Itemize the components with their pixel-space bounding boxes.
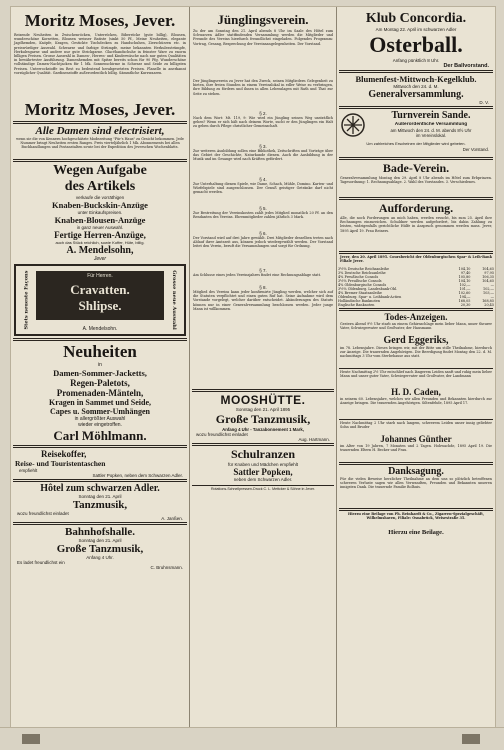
turner-emblem-icon (340, 112, 366, 138)
wegen-line-4: Knaben-Blousen-Anzüge (54, 215, 146, 225)
death-notice-1-body: im 78. Lebensjahre. Dieses bringen wir, mit der Bitte um stille Theilnahme, hierdurch zur Anzeige. Die trauernden Angehörigen. Die Beerdigung findet Montag den 22. d. M. nachmittags 3 Uhr vom Sterbehause aus statt. (340, 346, 492, 359)
death-notice-3-intro: Heute Nachmittag 2 Uhr starb nach langem, schwerem Leiden unser innig geliebter Sohn und Bruder (340, 421, 492, 430)
wegen-title-1: Wegen Aufgabe (53, 163, 147, 178)
mooshuette-sign: Aug. Hartmann. (298, 437, 330, 442)
scan-margin-strip (0, 727, 504, 750)
todesanzeigen-title: Todes-Anzeigen. (384, 312, 448, 322)
coursbericht-table (337, 267, 495, 307)
statute-para-7: Am Schlusse eines jeden Vereinsjahres findet eine Rechnungsablage statt. (193, 273, 322, 277)
statute-section-8: § 8. (259, 285, 267, 290)
reise-line-2: Reise- und Touristentaschen (15, 459, 106, 468)
coursbericht-rate: 97,40 (460, 271, 471, 275)
coursbericht-security: Holländische Banknoten (338, 299, 381, 303)
turnverein-line-5: Um zahlreiches Erscheinen der Mitglieder wird gebeten. (366, 141, 466, 146)
osterball-board: Der Ballvorstand. (443, 63, 489, 69)
coursbericht-rate: 104,10 (458, 279, 471, 283)
beilage-note-2: Hierzu eine Beilage. (388, 529, 444, 536)
generalversammlung-sign: D. V. (479, 100, 489, 105)
cravatten-firm: A. Mendelsohn. (82, 326, 118, 332)
cravatten-side-right: Grosse neue Auswahl (171, 270, 178, 330)
coursbericht-rate: 97,95 (484, 271, 494, 275)
death-notice-2-body: in seinem 60. Lebensjahre, welches wir allen Freunden und Bekannten hierdurch zur Anzeige bringen. Die trauernden Angehörigen. Siltenfehde, 1895 April 17. (340, 397, 492, 406)
statute-section-2: § 2. (259, 111, 267, 116)
coursbericht-rate: 20,45 (484, 303, 494, 307)
bahnhof-sign: C. Bruhnsmann. (150, 565, 183, 570)
blumenfest-sub: Mittwoch den 24. d. M. (393, 84, 439, 89)
mooshuette-title: MOOSHÜTTE. (220, 393, 306, 407)
coursbericht-row (337, 303, 495, 307)
neuheiten-line-4: Promenaden-Mänteln, (56, 388, 144, 398)
klub-concordia-title: Klub Concordia. (365, 11, 467, 26)
statute-section-7: § 7. (259, 268, 267, 273)
coursbericht-rate: 104,65 (482, 267, 494, 271)
coursbericht-security: 4% Oldenburgische Consols (338, 283, 387, 287)
reise-firm: Sattler Popken, neben dem Schwarzen Adler. (92, 473, 183, 478)
neuheiten-line-3: Regen-Paletots, (70, 378, 130, 388)
hotel-note: wozu freundlichst einladet (17, 511, 69, 516)
coursbericht-rate: 102,— (483, 287, 494, 291)
danksagung-title: Danksagung. (388, 466, 444, 477)
schulranzen-sub: für Knaben und Mädchen empfiehlt (227, 462, 299, 467)
coursbericht-security: Englische Banknoten (338, 303, 375, 307)
coursbericht-security: 3% Deutsche Reichsanleihe (338, 271, 386, 275)
mooshuette-date: Sonntag den 21. April 1895 (235, 407, 291, 412)
cravatten-side-left: Stets neueste Façons (23, 270, 29, 330)
coursbericht-heading: Jever, den 20. April 1895. Coursbericht der Oldenburgischen Spar- & Leih-Bank Filiale Jever. (340, 255, 492, 264)
bahnhof-date: Sonntag den 21. April (78, 538, 122, 543)
statute-section-4: § 4. (259, 177, 267, 182)
coursbericht-rate: 194,— (459, 295, 471, 299)
beilage-note: Hierzu eine Beilage von Ph. Reinhardt & Co., Zigarren-Spezialgeschäft, Wilhelmshaven, Filiale: Osnabrück, Weisestraße 35. (348, 512, 484, 521)
coursbericht-security: 3½% Preußische Consols (338, 279, 382, 283)
coursbericht-rate: 104,65 (482, 279, 494, 283)
osterball-title: Osterball. (369, 32, 463, 57)
damen-ad-body: wenn sie die von Kennern hochgeschätzte Modezeitung "Für's Haus" zu Gesicht bekommen. Jede Nummer bringt Neuheiten ersten Ranges. Preis vierteljährlich 1 Mk. Abonnements bei allen Buchhandlungen und Postanstalten sowie bei der Expedition des Jeverschen Wochenblatts. (16, 137, 184, 150)
statute-para-8: Mitglied des Vereins kann jeder konfirmirte Jüngling werden, welcher sich auf die Statuten verpflichtet und einen guten Ruf hat. Seine Aufnahme wird dem Vorstande vorgelegt, welcher darüber entscheidet. Abänderungen des Statuts können nur in einer Generalversammlung beschlossen werden. Jeder junge Mann ist willkommen. (193, 290, 333, 311)
neuheiten-line-5: Kragen in Sammet und Seide, (48, 398, 151, 407)
neuheiten-line-2: Damen-Sommer-Jacketts, (53, 368, 147, 378)
juenglingsverein-intro: Zu der am Sonntag den 21. April abends 8 Uhr im Saale des Hôtel zum Schwarzen Adler stattfindenden Versammlung werden die Mitglieder und Freunde des Vereins hierdurch freundlichst eingeladen. Folgendes Programm: Vortrag, Gesang, Besprechung der Vereinsangelegenheiten. Der Vorstand. (193, 29, 333, 46)
bahnhof-title: Bahnhofshalle. (65, 526, 135, 538)
wegen-line-6: Fertige Herren-Anzüge, (54, 230, 146, 240)
statute-section-3: § 3. (259, 144, 267, 149)
wegen-firm: A. Mendelsohn, (66, 245, 134, 256)
statute-para-4: Zur Unterhaltung dienen Spiele, wie Dame, Schach, Mühle, Domino. Karten- und Würfelspiele sind ausgeschlossen. Der Genuß geistiger Getränke darf nicht gemacht werden. (193, 182, 333, 195)
turnverein-title: Turnverein Sande. (391, 110, 471, 121)
aufforderung-body: Alle, die noch Forderungen an mich haben, werden ersucht, bis zum 25. April ihre Rechnungen einzureichen. Schuldner werden aufgefordert, bis dahin Zahlung zu leisten, widrigenfalls gerichtliche Hülfe in Anspruch genommen werden muss. Jever, 1895 April 19. Frau Reiners. (340, 216, 492, 233)
hotel-date: Sonntag den 21. April (78, 494, 122, 499)
cravatten-top-label: Für Herren. (87, 273, 113, 279)
coursbericht-rate: — (490, 283, 494, 287)
coursbericht-security: 4% Bremer Staatsanleihe (338, 291, 382, 295)
mooshuette-time: Anfang 4 Uhr - Tanzabonnement 1 Mark, (222, 427, 304, 432)
juenglingsverein-title: Jünglingsverein. (217, 12, 309, 27)
badeverein-title: Bade-Verein. (382, 161, 450, 175)
badeverein-body: Generalversammlung Montag den 29. April 8 Uhr abends im Hôtel zum Erbprinzen. Tagesordnung: 1. Rechnungsablage. 2. Wahl des Vorstandes. 3. Verschiedenes. (340, 176, 492, 185)
coursbericht-rate: 102,— (459, 283, 471, 287)
coursbericht-rate: 102,60 (458, 291, 471, 295)
neuheiten-line-8: wieder eingetroffen. (78, 422, 122, 428)
moses-heading-top: Moritz Moses, Jever. (24, 11, 176, 30)
scan-registration-mark (462, 734, 480, 744)
scan-registration-mark (22, 734, 40, 744)
schulranzen-addr: neben dem Schwarzen Adler. (233, 477, 293, 482)
wegen-line-5: in ganz neuer Auswahl. (76, 225, 124, 230)
hotel-title: Hôtel zum schwarzen Adler. (40, 483, 160, 494)
statute-para-6: Der Vorstand wird auf drei Jahre gewählt. Drei Mitglieder desselben treten nach Ablauf ihrer Amtszeit aus, können jedoch wiedergewählt werden. Der Vorstand leitet den Verein, beruft die Versammlungen und sorgt für Ordnung. (193, 236, 333, 249)
column-middle (190, 7, 337, 727)
turnverein-line-2: Außerordentliche Versammlung (394, 122, 468, 127)
death-notice-3-body: im Alter von 19 Jahren, 7 Monaten und 2 Tagen. Hohwachde, 1895 April 19. Die trauernden Eltern H. Becker und Frau. (340, 444, 492, 453)
bahnhof-time: Anfang 4 Uhr. (86, 555, 114, 560)
statute-para-1: Der Jünglingsverein zu Jever hat den Zweck, seinen Mitgliedern Gelegenheit zu bieten, ihre freien Stunden in einem Vereinslokal in edler Weise zu verbringen, ihre Bildung zu fördern und ihnen in allen Lebenslagen mit Rath und That zur Seite zu stehen. (193, 79, 333, 96)
coursbericht-rate: — (490, 295, 494, 299)
turnverein-ad (337, 110, 495, 156)
wegen-title-2: des Artikels (64, 179, 136, 194)
statute-section-5: § 5. (259, 206, 267, 211)
danksagung-body: Für die vielen Beweise herzlicher Theilnahme an dem uns so plötzlich betroffenen schweren Verluste sagen wir allen Verwandten, Freunden und Bekannten unseren innigsten Dank. Die trauernde Familie Bolhuis. (340, 477, 492, 490)
moses-ad-body: Reizende Neuheiten in Zwischenröcken, Unterröcken, Biberröcke (gute billig), Blousen, wunderschöne Korsetten, Blousen weisser Batiste (sinkt 50 Pf., Meine Neuheiten, elegante Jagdhemden, Knöpfe, Kragen, Gestickte Tischdecken zu Handschuhen, Zierschürzen etc. in preiswürdiger Auswahl. Schwarze und farbige Strümpfe, meine bekannten Herkulesstrümpfe, Herkulesgarne und andere nur gute Strickgarne. Glacéhandschuhe in feinster Ware zu enorm billigen Preisen. Grosse Auswahl in Damen-, Herren- und Kinderwäsche nach nur guten Qualitäten in bewährtester Ausführung. Damenhemden mit Spitze bereits schon für 90 Pfg. Wunderschöne vollständige Damen-Nachtjacken für 1 Mk. Sonnenschirme in Schwarz und Seide zu billigsten Preisen. Unterrockstoffe im Rest zu bedeutend herabgesetzten Preisen. Flanelle in anerkannt vorzüglicher Qualität. Gardinenstoffe außerordentlich billig. Sämmtliche Kurzwaaren. (14, 33, 186, 75)
neuheiten-title: Neuheiten (63, 342, 137, 361)
coursbericht-rate: 168,05 (458, 299, 471, 303)
coursbericht-rate: 20,30 (460, 303, 471, 307)
reise-line-1: Reisekoffer, (41, 449, 87, 459)
hotel-sign: A. Janßen. (161, 516, 183, 521)
wegen-line-2: Knaben-Buckskin-Anzüge (52, 200, 148, 210)
column-left (11, 7, 190, 727)
wegen-city: Jever (93, 256, 107, 262)
death-notice-2-intro: Heute Nachmittag 2½ Uhr entschlief nach längerem Leiden sanft und ruhig mein lieber Mann und unser guter Vater, Schwiegervater und Großvater, der Landmann (340, 370, 492, 379)
neuheiten-line-7: in allergrößter Auswahl (74, 416, 126, 422)
wegen-line-7: auch das Stück reichlich, sowie Koffer, Hüte, billig. (55, 240, 145, 245)
newspaper-page (10, 6, 496, 728)
schulranzen-firm: Sattler Popken, (233, 467, 293, 477)
death-notice-3-name: Johannes Günther (380, 434, 452, 444)
osterball-time: Anfang pünktlich 8 Uhr. (392, 58, 440, 63)
neuheiten-firm: Carl Möhlmann. (53, 428, 147, 443)
printer-footer: Rotations-Schnellpressen-Druck C. L. Mettcker & Söhne in Jever. (210, 487, 316, 491)
death-notice-1-name: Gerd Eggeriks, (383, 335, 449, 346)
coursbericht-rate: 168,85 (482, 299, 494, 303)
death-notice-1-intro: Gestern Abend 9½ Uhr starb an einem Gehirnschlage mein lieber Mann, unser theurer Vater, Schwiegervater und Großvater, der Hausmann (340, 322, 492, 331)
shlipse-heading: Shlipse. (78, 298, 122, 313)
schulranzen-title: Schulranzen (230, 447, 295, 461)
klub-concordia-sub: Am Montag 22. April im schwarzen Adler (375, 27, 457, 32)
hotel-dance: Tanzmusik, (72, 499, 128, 511)
coursbericht-security: Oldenburg. Spar- u. Leihbank-Actien (338, 295, 402, 299)
bahnhof-dance: Große Tanzmusik, (56, 543, 144, 555)
coursbericht-security: 3½% Oldenburg. Landesbank-Obl. (338, 287, 398, 291)
death-notice-2-name: H. D. Caden, (391, 387, 441, 397)
coursbericht-security: 3½% Deutsche Reichsanleihe (338, 267, 389, 271)
statute-para-2: Nach dem Wort: Mt. 119, 9: Wie wird ein Jüngling seinen Weg unsträflich gehen? Wenn er sich hält nach deinem Worte, sucht er den Jünglingen ein Halt zu geben durch Pflege christlicher Gemeinschaft. (193, 116, 333, 129)
neuheiten-line-6: Capes u. Sommer-Umhängen (50, 407, 150, 416)
turnverein-line-3: am Mittwoch den 24. d. M. abends 8½ Uhr (390, 128, 472, 133)
moses-heading-bottom: Moritz Moses, Jever. (24, 100, 176, 119)
turnverein-sign: Der Vorstand. (462, 147, 489, 152)
coursbericht-rate: 103,— (483, 291, 494, 295)
cravatten-ad (14, 264, 186, 336)
neuheiten-line-1: in (98, 362, 102, 368)
damen-ad-title: Alle Damen sind electrisiert, (35, 125, 165, 137)
mooshuette-note: wozu freundlichst einladet (196, 432, 248, 437)
bahnhof-note: Es ladet freundlichst ein (17, 560, 65, 565)
wegen-line-3: unter Einkaufspreisen. (77, 210, 123, 215)
column-right (337, 7, 495, 727)
coursbericht-rate: 104,10 (458, 267, 471, 271)
cravatten-heading: Cravatten. (70, 282, 130, 297)
wegen-line-1: verkaufe die vorräthigen (75, 195, 125, 200)
blumenfest-title: Blumenfest-Mittwoch-Kegelklub. (355, 74, 477, 84)
statute-para-3: Zur weiteren Ausbildung sollen eine Bibliothek, Zeitschriften und Vorträge über das Gebiet der Geschichte, Naturkunde dienen. Auch die Ausbildung in der Musik und im Gesange wird nach Kräften gefördert. (193, 149, 333, 162)
generalversammlung-title: Generalversammlung. (368, 89, 464, 100)
statute-para-5: Zur Bestreitung der Vereinskosten zahlt jedes Mitglied monatlich 20 Pf. an den Rendanten des Vereins. Ehrenmitglieder zahlen jährlich 3 Mark. (193, 211, 333, 220)
aufforderung-title: Aufforderung. (378, 201, 454, 215)
turnverein-line-4: im Vereinslokal. (415, 133, 447, 138)
coursbericht-rate: 106,35 (482, 275, 494, 279)
coursbericht-security: 4% Preußische Consols (338, 275, 379, 279)
coursbericht-rate: 105,80 (458, 275, 471, 279)
coursbericht-rate: 101,— (459, 287, 471, 291)
reise-line-3: empfiehlt (19, 468, 38, 473)
mooshuette-dance: Große Tanzmusik, (215, 412, 311, 426)
statute-section-6: § 6. (259, 231, 267, 236)
